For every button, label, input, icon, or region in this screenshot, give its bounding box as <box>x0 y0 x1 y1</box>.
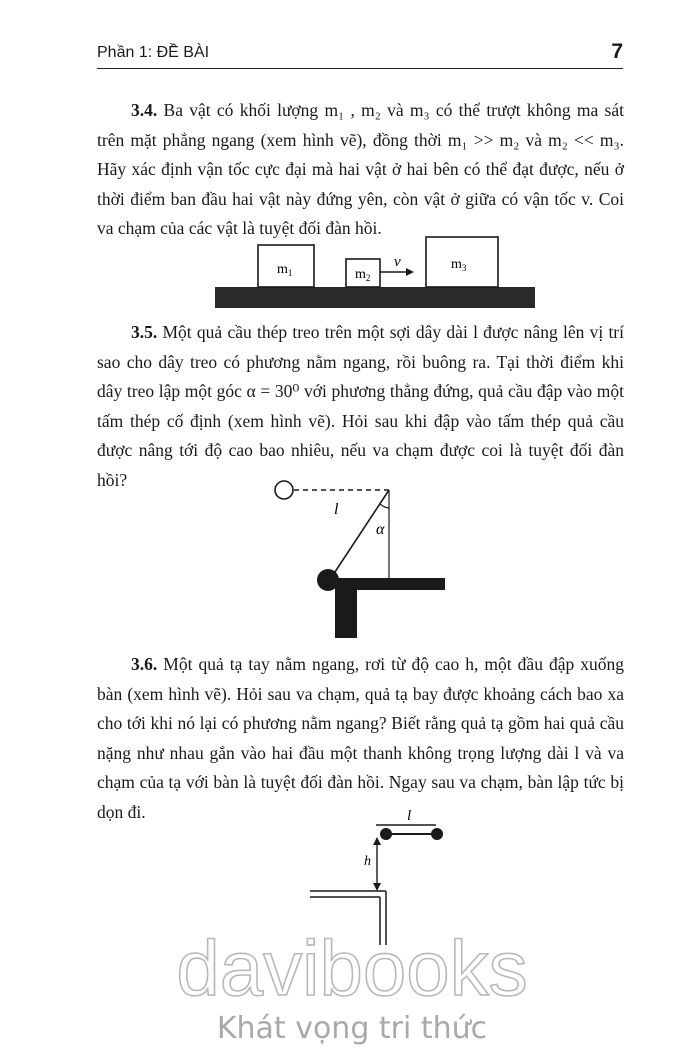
label-m1: $m_1$ <box>277 262 293 278</box>
page-header <box>97 40 623 69</box>
watermark-tagline: Khát vọng tri thức <box>216 1011 488 1046</box>
label-velocity: v <box>394 254 401 270</box>
problem-text: Một quả cầu thép treo trên một sợi dây dài l được nâng lên vị trí sao cho dây treo có phương nằm ngang, rồi buông ra. Tại thời điểm khi dây treo lập một góc α = 30⁰ với phương thẳng đứng, quả cầu đập vào một tấm thép cố định (xem hình vẽ). Hỏi sau khi đập vào tấm thép quả cầu được nâng tới độ cao bao nhiêu, nếu va chạm được coi là tuyệt đối đàn hồi? <box>97 322 624 490</box>
problem-3-5 <box>97 318 624 495</box>
label-length: l <box>334 501 339 518</box>
height-arrowhead-top <box>373 837 381 845</box>
label-angle: α <box>376 521 385 538</box>
problem-3-4 <box>97 96 624 244</box>
height-arrowhead-bottom <box>373 883 381 891</box>
section-title: Phần 1: ĐỀ BÀI <box>97 44 210 61</box>
watermark-brand: davibooks <box>176 925 528 1012</box>
floor-plane <box>215 287 535 308</box>
label-m3: $m_3$ <box>451 257 467 273</box>
problem-number: 3.6. <box>131 654 158 674</box>
block-m3 <box>426 237 498 287</box>
velocity-arrowhead <box>406 268 414 276</box>
davibooks-watermark <box>152 925 552 1050</box>
ball-initial <box>275 481 293 499</box>
dumbbell-ball-right <box>431 828 443 840</box>
label-length: l <box>407 808 412 824</box>
figure-pendulum <box>265 474 450 640</box>
ball-impact <box>317 569 339 591</box>
figure-dumbbell <box>300 805 450 945</box>
problem-3-6 <box>97 650 624 827</box>
angle-arc <box>380 504 389 508</box>
label-m2: $m_2$ <box>355 267 371 283</box>
problem-text: Một quả tạ tay nằm ngang, rơi từ độ cao h, một đầu đập xuống bàn (xem hình vẽ). Hỏi sau va chạm, quả tạ bay được khoảng cách bao xa cho tới khi nó lại có phương nằm ngang? Biết rằng quả tạ gồm hai quả cầu nặng như nhau gắn vào hai đầu một thanh không trọng lượng dài l và va chạm của tạ với bàn là tuyệt đối đàn hồi. Ngay sau va chạm, bàn lập tức bị dọn đi. <box>97 654 625 822</box>
support-post <box>335 578 357 638</box>
problem-number: 3.5. <box>131 322 158 342</box>
figure-three-blocks <box>210 232 540 314</box>
problem-text: Ba vật có khối lượng m₁ , m₂ và m₃ có thể trượt không ma sát trên mặt phẳng ngang (xem hình vẽ), đồng thời m₁ >> m₂ và m₂ << m₃. Hãy xác định vận tốc cực đại mà hai vật ở hai bên có thể đạt được, nếu ở thời điểm ban đầu hai vật này đứng yên, còn vật ở giữa có vận tốc v. Coi va chạm của các vật là tuyệt đối đàn hồi. <box>97 100 624 238</box>
page-number: 7 <box>611 40 623 63</box>
problem-number: 3.4. <box>131 100 158 120</box>
label-height: h <box>364 854 371 869</box>
dumbbell-ball-left <box>380 828 392 840</box>
